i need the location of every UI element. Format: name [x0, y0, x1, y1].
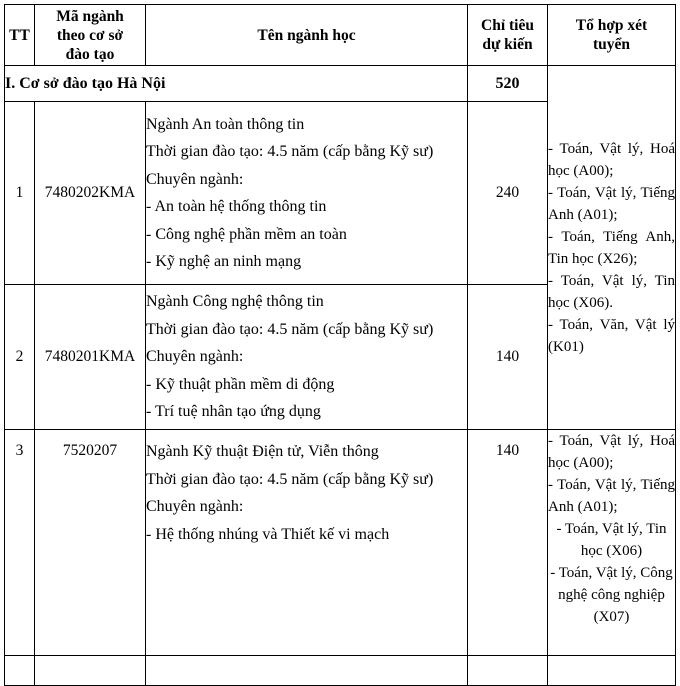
combo-item: - Toán, Vật lý, Tin học (X06).	[548, 272, 675, 311]
empty-cell	[35, 656, 146, 686]
combo-item: - Toán, Vật lý, Hoá học (A00);	[548, 140, 675, 179]
major-name-line: Thời gian đào tạo: 4.5 năm (cấp bằng Kỹ sư)	[146, 143, 434, 160]
col-header-combo-label: Tổ hợp xét tuyển	[575, 17, 648, 53]
quota-value: 140	[468, 430, 548, 656]
col-header-code-label: Mã ngành theo cơ sở đào tạo	[56, 7, 124, 63]
major-name-line: Chuyên ngành:	[146, 348, 244, 366]
combo-item: - Toán, Tiếng Anh, Tin học (X26);	[548, 228, 675, 267]
empty-cell	[548, 656, 676, 686]
quota-value: 140	[468, 285, 548, 430]
col-header-quota	[468, 5, 548, 66]
major-name-line: Ngành An toàn thông tin	[146, 115, 305, 133]
empty-cell	[468, 656, 548, 686]
col-header-name: Tên ngành học	[146, 5, 468, 66]
major-name-line: Ngành Kỹ thuật Điện tử, Viễn thông	[146, 443, 379, 460]
major-name-cell	[146, 285, 468, 430]
section-quota: 520	[468, 66, 548, 102]
row-number: 2	[5, 285, 35, 430]
combo-item: - Toán, Vật lý, Công nghệ công nghiệp (X07)	[550, 565, 673, 625]
combo-item: - Toán, Vật lý, Tiếng Anh (A01);	[548, 184, 675, 223]
combo-item: - Toán, Văn, Vật lý (K01)	[548, 316, 675, 355]
combo-item: - Toán, Vật lý, Tin học (X06)	[556, 521, 667, 559]
major-name-line: - Công nghệ phần mềm an toàn	[146, 225, 347, 243]
row-number: 1	[5, 102, 35, 285]
quota-value: 240	[468, 102, 548, 285]
col-header-code	[35, 5, 146, 66]
combo-item: - Toán, Vật lý, Tiếng Anh (A01);	[548, 477, 675, 515]
section-row-hanoi	[5, 66, 676, 102]
major-name-line: Chuyên ngành:	[146, 170, 244, 188]
col-header-tt: TT	[5, 5, 35, 66]
col-header-quota-label: Chỉ tiêu dự kiến	[481, 17, 534, 53]
section-title: I. Cơ sở đào tạo Hà Nội	[5, 66, 468, 102]
table-header-row	[5, 5, 676, 66]
combo-cell-row3	[548, 430, 676, 656]
partial-row	[5, 656, 676, 686]
major-name-line: - Kỹ nghệ an ninh mạng	[146, 253, 302, 270]
major-code: 7480201KMA	[35, 285, 146, 430]
major-name-line: Chuyên ngành:	[146, 498, 244, 515]
major-name-line: Thời gian đào tạo: 4.5 năm (cấp bằng Kỹ sư)	[146, 470, 434, 488]
major-name-line: - Kỹ thuật phần mềm di động	[146, 375, 335, 393]
table-row-3	[5, 430, 676, 656]
empty-cell	[146, 656, 468, 686]
empty-cell	[5, 656, 35, 686]
combo-item: - Toán, Vật lý, Hoá học (A00);	[548, 433, 675, 471]
major-name-line: Ngành Công nghệ thông tin	[146, 293, 324, 311]
major-name-line: - Hệ thống nhúng và Thiết kế vi mạch	[146, 525, 390, 543]
col-header-combo	[548, 5, 676, 66]
major-name-line: - Trí tuệ nhân tạo ứng dụng	[146, 403, 321, 421]
major-code: 7520207	[35, 430, 146, 656]
combo-cell-shared	[548, 66, 676, 430]
admissions-table	[4, 4, 676, 686]
row-number: 3	[5, 430, 35, 656]
major-name-cell	[146, 430, 468, 656]
major-code: 7480202KMA	[35, 102, 146, 285]
major-name-line: Thời gian đào tạo: 4.5 năm (cấp bằng Kỹ sư)	[146, 320, 434, 338]
major-name-cell	[146, 102, 468, 285]
major-name-line: - An toàn hệ thống thông tin	[146, 198, 327, 215]
